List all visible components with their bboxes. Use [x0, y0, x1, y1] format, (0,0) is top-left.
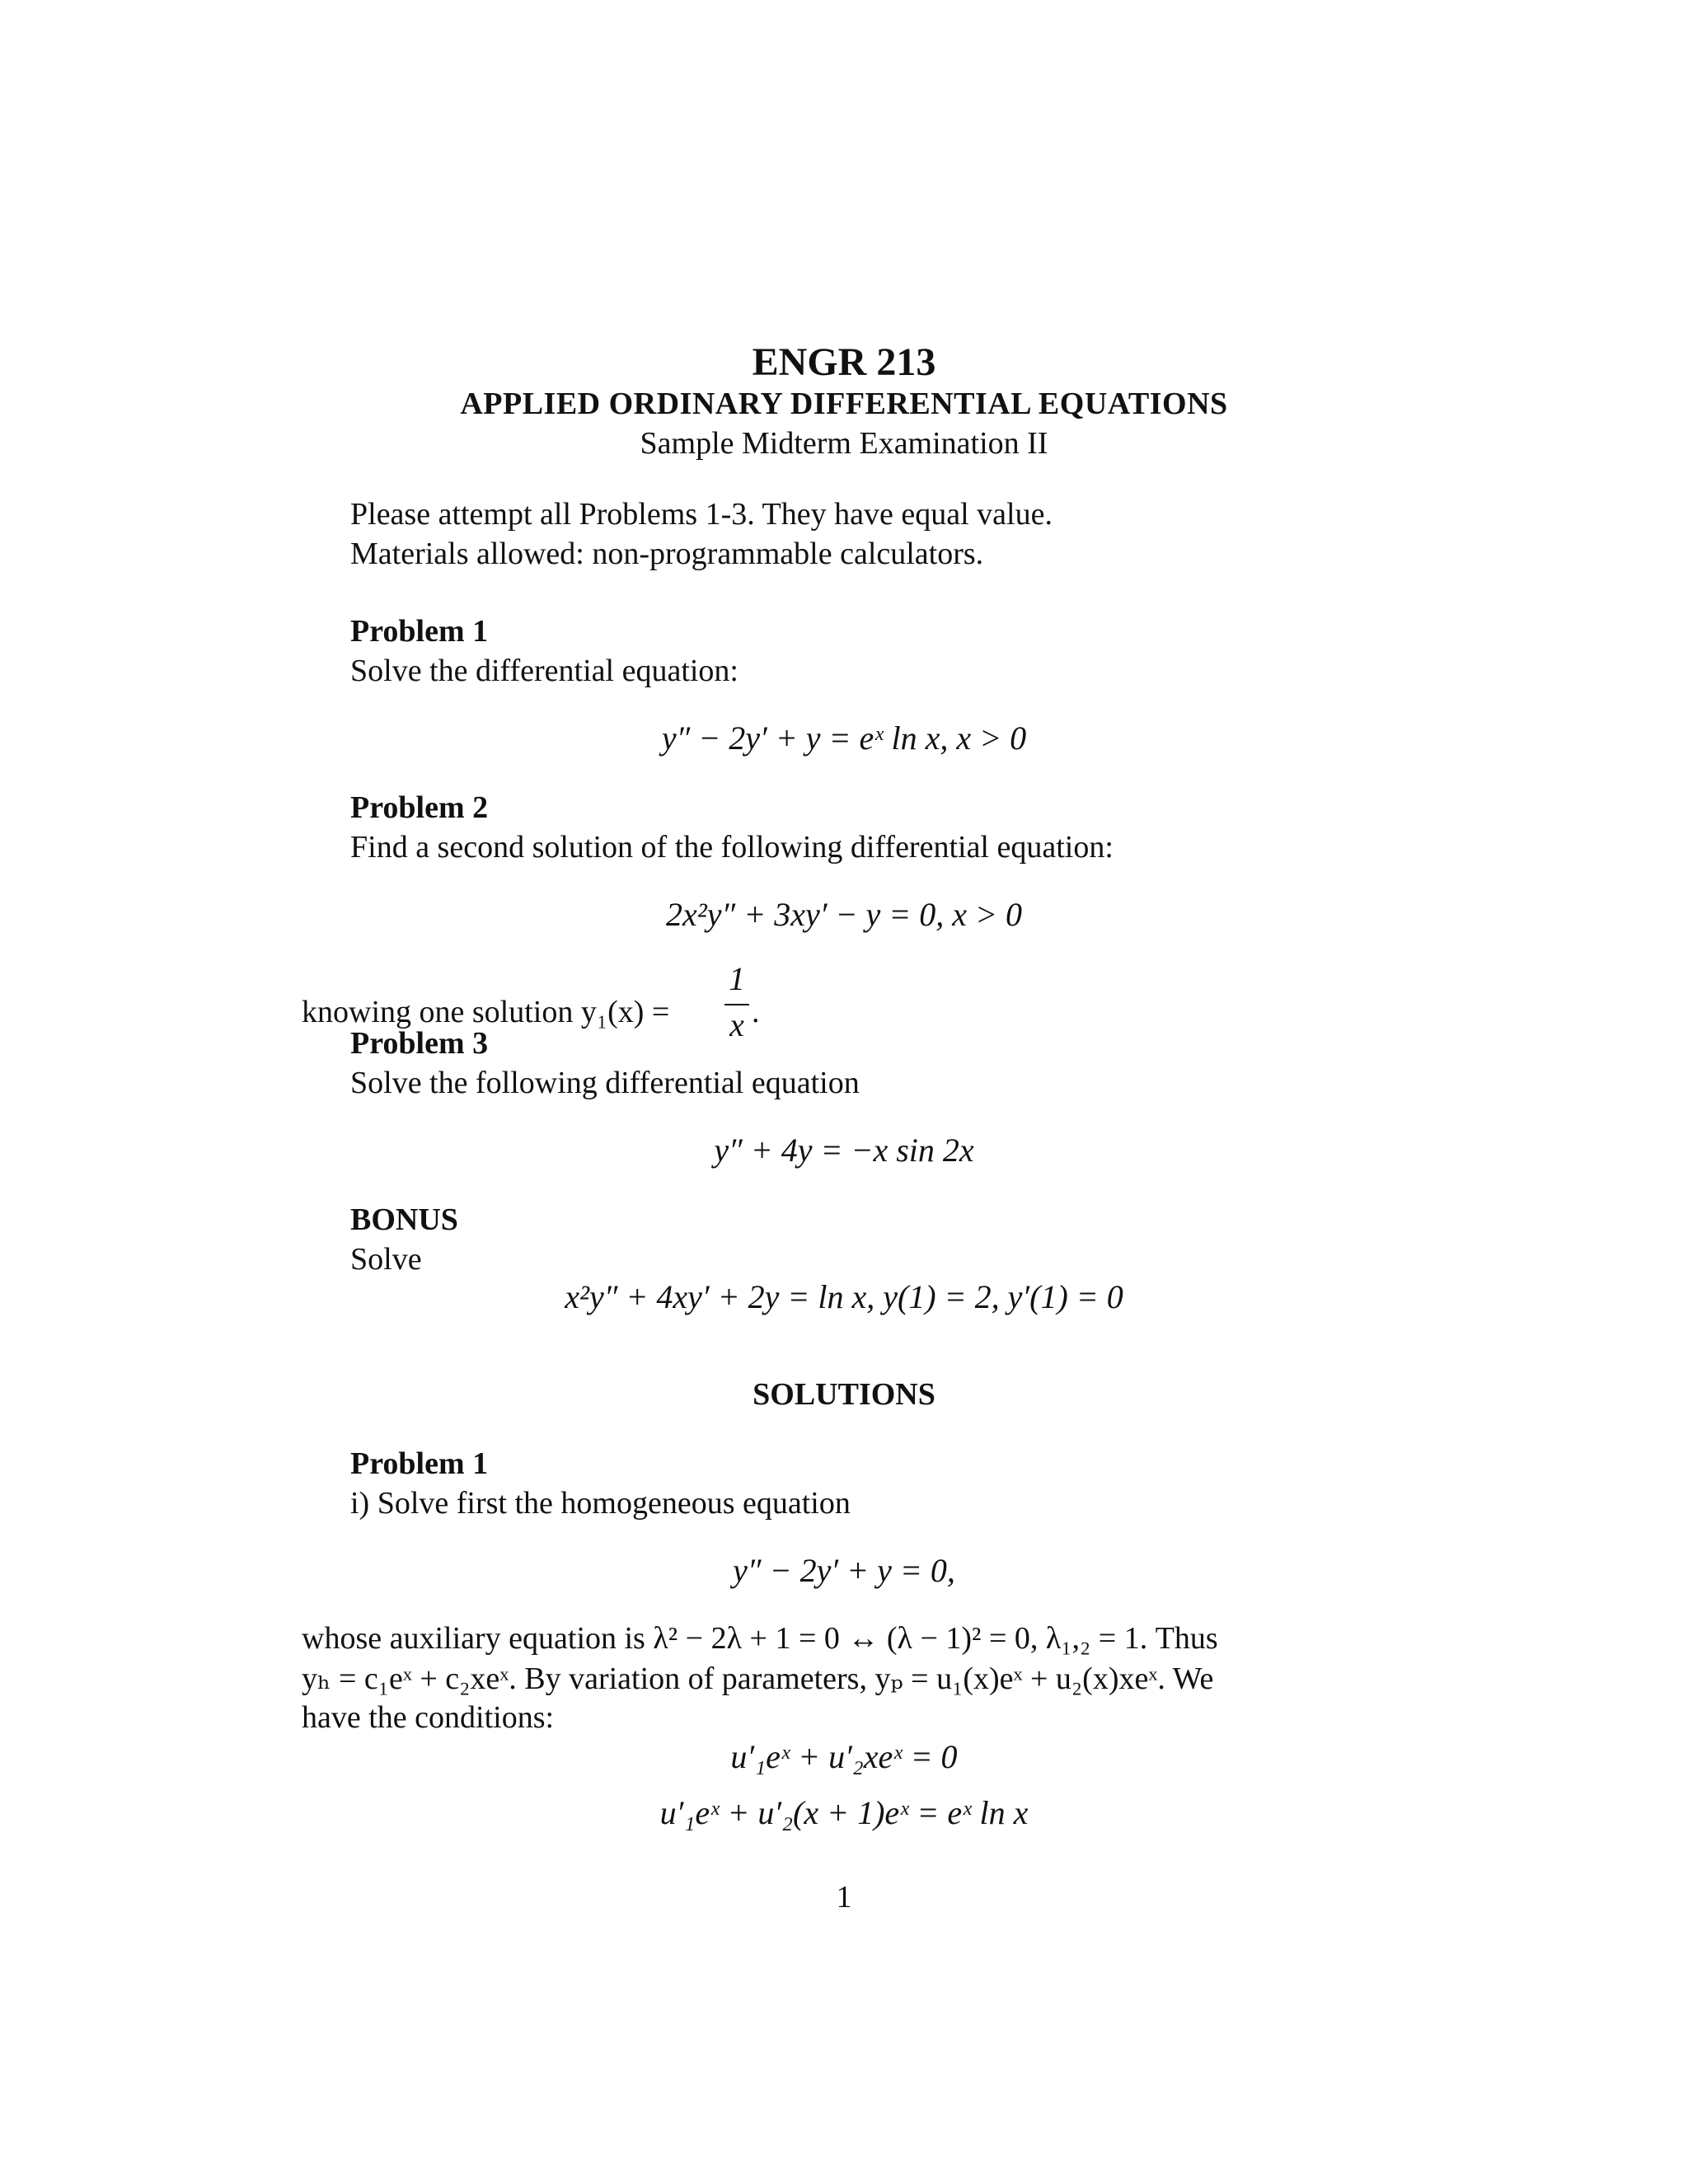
solution-paragraph-line-3: have the conditions: — [302, 1700, 555, 1735]
problem-1-prompt: Solve the differential equation: — [350, 654, 738, 688]
fraction-numerator: 1 — [729, 960, 745, 997]
bonus-equation: x²y″ + 4xy′ + 2y = ln x, y(1) = 2, y′(1) = 0 — [565, 1278, 1123, 1315]
solution-1-step: i) Solve first the homogeneous equation — [350, 1486, 851, 1521]
problem-1-equation: y″ − 2y′ + y = eˣ ln x, x > 0 — [661, 719, 1027, 757]
fraction-denominator: x — [729, 1006, 744, 1043]
problem-2-prompt: Find a second solution of the following differential equation: — [350, 830, 1114, 865]
variation-condition-1: u′₁eˣ + u′₂xeˣ = 0 — [730, 1738, 958, 1775]
exam-subtitle: Sample Midterm Examination II — [640, 426, 1048, 461]
solution-paragraph-line-1: whose auxiliary equation is λ² − 2λ + 1 = 0 ↔ (λ − 1)² = 0, λ₁,₂ = 1. Thus — [302, 1621, 1218, 1656]
course-code: ENGR 213 — [752, 340, 936, 384]
page-number: 1 — [836, 1880, 852, 1915]
instructions-line-1: Please attempt all Problems 1-3. They have equal value. — [350, 497, 1053, 532]
known-solution-prefix: knowing one solution y₁(x) = — [302, 995, 670, 1029]
problem-3-prompt: Solve the following differential equation — [350, 1066, 860, 1100]
instructions-line-2: Materials allowed: non-programmable calculators. — [350, 537, 984, 571]
bonus-prompt: Solve — [350, 1242, 422, 1277]
solution-1-heading: Problem 1 — [350, 1446, 489, 1481]
problem-2-equation: 2x²y″ + 3xy′ − y = 0, x > 0 — [666, 896, 1022, 933]
problem-3-heading: Problem 3 — [350, 1026, 489, 1061]
homogeneous-equation: y″ − 2y′ + y = 0, — [733, 1552, 955, 1589]
problem-2-heading: Problem 2 — [350, 790, 489, 825]
fraction-period: . — [752, 995, 760, 1029]
bonus-heading: BONUS — [350, 1202, 458, 1237]
solutions-heading: SOLUTIONS — [753, 1377, 935, 1412]
solution-paragraph-line-2: yₕ = c₁eˣ + c₂xeˣ. By variation of parameters, yₚ = u₁(x)eˣ + u₂(x)xeˣ. We — [302, 1661, 1214, 1696]
variation-condition-2: u′₁eˣ + u′₂(x + 1)eˣ = eˣ ln x — [659, 1794, 1029, 1831]
problem-1-heading: Problem 1 — [350, 614, 489, 649]
problem-3-equation: y″ + 4y = −x sin 2x — [714, 1132, 974, 1169]
course-title: APPLIED ORDINARY DIFFERENTIAL EQUATIONS — [460, 387, 1228, 421]
